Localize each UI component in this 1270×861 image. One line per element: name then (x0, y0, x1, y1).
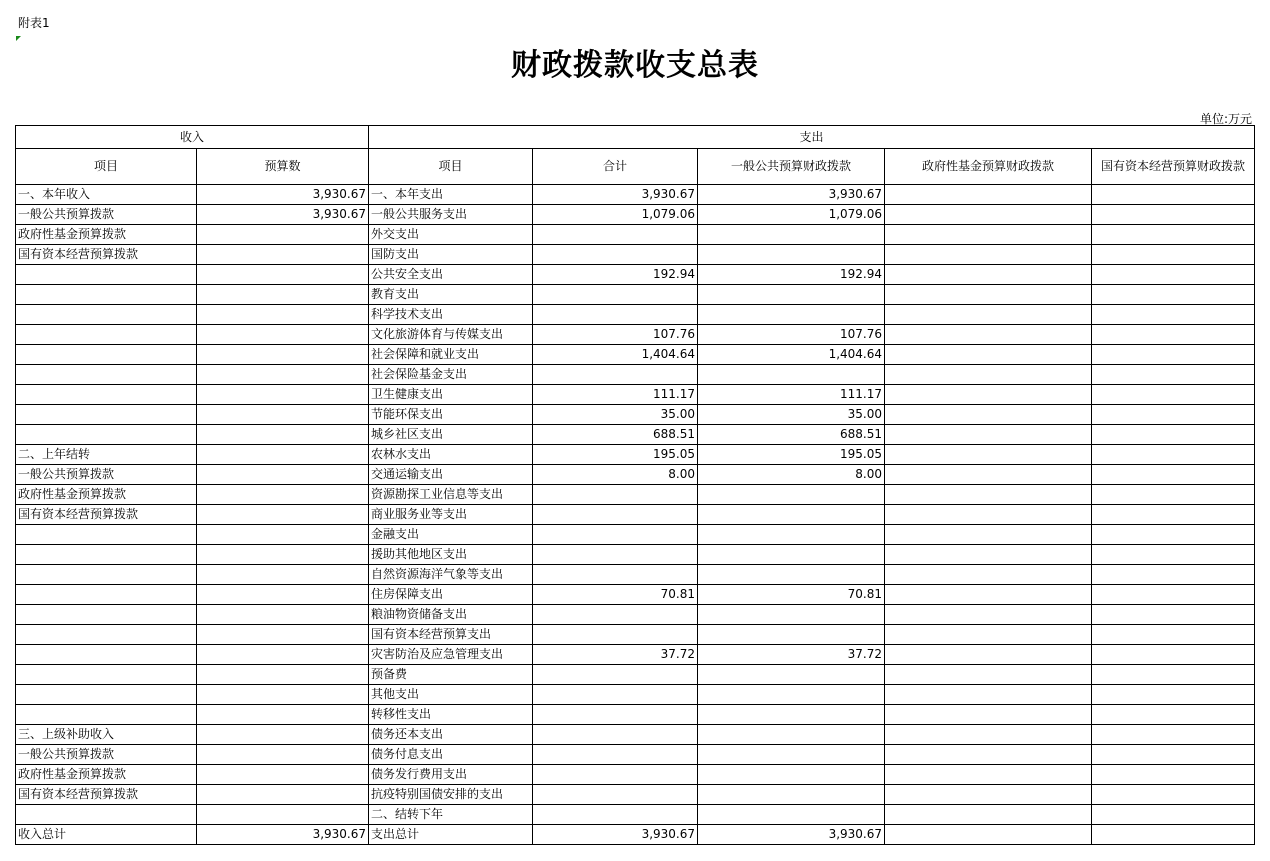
income-amount-cell (197, 685, 369, 705)
state-capital-cell (1092, 625, 1255, 645)
income-item-cell (16, 605, 197, 625)
state-capital-cell (1092, 225, 1255, 245)
table-row (16, 725, 1255, 745)
total-amount-cell: 8.00 (533, 465, 698, 485)
table-row (16, 345, 1255, 365)
table-row (16, 645, 1255, 665)
gov-fund-cell (885, 225, 1092, 245)
column-header: 项目 (16, 149, 197, 185)
general-budget-cell (698, 685, 885, 705)
expense-item-cell: 转移性支出 (369, 705, 533, 725)
income-item-cell: 国有资本经营预算拨款 (16, 785, 197, 805)
column-header: 项目 (369, 149, 533, 185)
table-row (16, 785, 1255, 805)
header-row-groups (16, 126, 1255, 149)
income-amount-cell (197, 785, 369, 805)
income-item-cell (16, 285, 197, 305)
expense-item-cell: 灾害防治及应急管理支出 (369, 645, 533, 665)
general-budget-cell: 3,930.67 (698, 185, 885, 205)
table-row (16, 245, 1255, 265)
gov-fund-cell (885, 665, 1092, 685)
general-budget-cell (698, 605, 885, 625)
total-general-budget-cell: 3,930.67 (698, 825, 885, 845)
state-capital-cell (1092, 745, 1255, 765)
general-budget-cell (698, 665, 885, 685)
gov-fund-cell (885, 245, 1092, 265)
income-item-cell: 政府性基金预算拨款 (16, 225, 197, 245)
total-amount-cell (533, 805, 698, 825)
expense-item-cell: 城乡社区支出 (369, 425, 533, 445)
state-capital-cell (1092, 665, 1255, 685)
income-amount-cell (197, 425, 369, 445)
total-amount-cell (533, 225, 698, 245)
column-header: 合计 (533, 149, 698, 185)
total-amount-cell: 111.17 (533, 385, 698, 405)
income-amount-cell (197, 385, 369, 405)
state-capital-cell (1092, 405, 1255, 425)
gov-fund-cell (885, 745, 1092, 765)
state-capital-cell (1092, 325, 1255, 345)
general-budget-cell: 111.17 (698, 385, 885, 405)
income-item-cell: 政府性基金预算拨款 (16, 485, 197, 505)
budget-table (15, 125, 1255, 845)
total-amount-cell (533, 605, 698, 625)
income-amount-cell (197, 525, 369, 545)
income-item-cell (16, 525, 197, 545)
total-expense-item-cell: 支出总计 (369, 825, 533, 845)
column-header: 国有资本经营预算财政拨款 (1092, 149, 1255, 185)
expense-item-cell: 节能环保支出 (369, 405, 533, 425)
income-item-cell (16, 565, 197, 585)
column-header: 一般公共预算财政拨款 (698, 149, 885, 185)
income-amount-cell (197, 405, 369, 425)
expense-item-cell: 卫生健康支出 (369, 385, 533, 405)
total-amount-cell (533, 505, 698, 525)
expense-item-cell: 科学技术支出 (369, 305, 533, 325)
income-amount-cell: 3,930.67 (197, 205, 369, 225)
expense-item-cell: 二、结转下年 (369, 805, 533, 825)
expense-item-cell: 社会保障和就业支出 (369, 345, 533, 365)
general-budget-cell: 35.00 (698, 405, 885, 425)
gov-fund-cell (885, 525, 1092, 545)
income-header: 收入 (16, 126, 369, 149)
state-capital-cell (1092, 765, 1255, 785)
gov-fund-cell (885, 565, 1092, 585)
expense-item-cell: 文化旅游体育与传媒支出 (369, 325, 533, 345)
expense-item-cell: 住房保障支出 (369, 585, 533, 605)
expense-item-cell: 预备费 (369, 665, 533, 685)
expense-item-cell: 交通运输支出 (369, 465, 533, 485)
total-amount-cell (533, 725, 698, 745)
gov-fund-cell (885, 185, 1092, 205)
income-amount-cell (197, 305, 369, 325)
total-total-amount-cell: 3,930.67 (533, 825, 698, 845)
total-amount-cell (533, 685, 698, 705)
income-amount-cell (197, 505, 369, 525)
table-row (16, 325, 1255, 345)
total-amount-cell: 1,079.06 (533, 205, 698, 225)
table-row (16, 565, 1255, 585)
expense-item-cell: 外交支出 (369, 225, 533, 245)
expense-item-cell: 资源勘探工业信息等支出 (369, 485, 533, 505)
gov-fund-cell (885, 365, 1092, 385)
column-header: 预算数 (197, 149, 369, 185)
income-amount-cell: 3,930.67 (197, 185, 369, 205)
state-capital-cell (1092, 205, 1255, 225)
general-budget-cell: 8.00 (698, 465, 885, 485)
income-item-cell (16, 385, 197, 405)
income-item-cell: 一、本年收入 (16, 185, 197, 205)
expense-item-cell: 债务发行费用支出 (369, 765, 533, 785)
table-row (16, 685, 1255, 705)
income-item-cell (16, 365, 197, 385)
general-budget-cell: 192.94 (698, 265, 885, 285)
income-item-cell (16, 405, 197, 425)
expense-item-cell: 债务还本支出 (369, 725, 533, 745)
expense-item-cell: 其他支出 (369, 685, 533, 705)
total-amount-cell: 70.81 (533, 585, 698, 605)
income-amount-cell (197, 285, 369, 305)
total-amount-cell (533, 305, 698, 325)
table-row (16, 185, 1255, 205)
income-amount-cell (197, 445, 369, 465)
income-item-cell (16, 805, 197, 825)
state-capital-cell (1092, 305, 1255, 325)
expense-item-cell: 国有资本经营预算支出 (369, 625, 533, 645)
gov-fund-cell (885, 265, 1092, 285)
total-amount-cell (533, 485, 698, 505)
general-budget-cell: 70.81 (698, 585, 885, 605)
gov-fund-cell (885, 425, 1092, 445)
income-item-cell: 国有资本经营预算拨款 (16, 245, 197, 265)
expense-item-cell: 自然资源海洋气象等支出 (369, 565, 533, 585)
total-amount-cell (533, 525, 698, 545)
income-item-cell (16, 625, 197, 645)
state-capital-cell (1092, 585, 1255, 605)
gov-fund-cell (885, 685, 1092, 705)
income-item-cell (16, 425, 197, 445)
table-row (16, 525, 1255, 545)
income-item-cell: 国有资本经营预算拨款 (16, 505, 197, 525)
gov-fund-cell (885, 805, 1092, 825)
total-amount-cell (533, 705, 698, 725)
general-budget-cell (698, 765, 885, 785)
total-amount-cell: 1,404.64 (533, 345, 698, 365)
income-item-cell: 政府性基金预算拨款 (16, 765, 197, 785)
table-row (16, 605, 1255, 625)
state-capital-cell (1092, 505, 1255, 525)
expense-item-cell: 抗疫特别国债安排的支出 (369, 785, 533, 805)
total-amount-cell (533, 245, 698, 265)
gov-fund-cell (885, 725, 1092, 745)
state-capital-cell (1092, 465, 1255, 485)
income-item-cell (16, 345, 197, 365)
gov-fund-cell (885, 385, 1092, 405)
total-amount-cell (533, 665, 698, 685)
general-budget-cell (698, 245, 885, 265)
gov-fund-cell (885, 305, 1092, 325)
gov-fund-cell (885, 445, 1092, 465)
state-capital-cell (1092, 265, 1255, 285)
table-row (16, 745, 1255, 765)
gov-fund-cell (885, 285, 1092, 305)
income-amount-cell (197, 485, 369, 505)
general-budget-cell (698, 485, 885, 505)
income-amount-cell (197, 805, 369, 825)
state-capital-cell (1092, 545, 1255, 565)
table-row (16, 585, 1255, 605)
general-budget-cell (698, 305, 885, 325)
total-amount-cell (533, 785, 698, 805)
income-item-cell: 一般公共预算拨款 (16, 465, 197, 485)
total-amount-cell (533, 565, 698, 585)
table-row (16, 765, 1255, 785)
total-amount-cell (533, 765, 698, 785)
total-income-item-cell: 收入总计 (16, 825, 197, 845)
total-amount-cell (533, 745, 698, 765)
table-row (16, 365, 1255, 385)
income-amount-cell (197, 605, 369, 625)
state-capital-cell (1092, 485, 1255, 505)
general-budget-cell (698, 705, 885, 725)
income-amount-cell (197, 225, 369, 245)
state-capital-cell (1092, 725, 1255, 745)
total-amount-cell (533, 285, 698, 305)
gov-fund-cell (885, 465, 1092, 485)
general-budget-cell (698, 725, 885, 745)
total-amount-cell: 3,930.67 (533, 185, 698, 205)
state-capital-cell (1092, 605, 1255, 625)
state-capital-cell (1092, 645, 1255, 665)
page-title: 财政拨款收支总表 (511, 48, 759, 83)
total-row (16, 825, 1255, 845)
table-row (16, 665, 1255, 685)
gov-fund-cell (885, 405, 1092, 425)
income-item-cell: 二、上年结转 (16, 445, 197, 465)
general-budget-cell (698, 285, 885, 305)
expense-item-cell: 债务付息支出 (369, 745, 533, 765)
income-item-cell (16, 325, 197, 345)
table-row (16, 705, 1255, 725)
total-amount-cell (533, 365, 698, 385)
expense-item-cell: 粮油物资储备支出 (369, 605, 533, 625)
income-amount-cell (197, 745, 369, 765)
table-row (16, 805, 1255, 825)
general-budget-cell (698, 365, 885, 385)
general-budget-cell: 107.76 (698, 325, 885, 345)
general-budget-cell (698, 565, 885, 585)
total-amount-cell: 35.00 (533, 405, 698, 425)
income-item-cell: 一般公共预算拨款 (16, 745, 197, 765)
table-row (16, 545, 1255, 565)
state-capital-cell (1092, 425, 1255, 445)
gov-fund-cell (885, 585, 1092, 605)
expense-item-cell: 一、本年支出 (369, 185, 533, 205)
general-budget-cell: 1,404.64 (698, 345, 885, 365)
table-row (16, 625, 1255, 645)
table-row (16, 225, 1255, 245)
state-capital-cell (1092, 365, 1255, 385)
general-budget-cell (698, 785, 885, 805)
gov-fund-cell (885, 505, 1092, 525)
gov-fund-cell (885, 625, 1092, 645)
state-capital-cell (1092, 185, 1255, 205)
state-capital-cell (1092, 245, 1255, 265)
gov-fund-cell (885, 325, 1092, 345)
state-capital-cell (1092, 685, 1255, 705)
income-amount-cell (197, 545, 369, 565)
income-amount-cell (197, 565, 369, 585)
income-amount-cell (197, 645, 369, 665)
expense-item-cell: 援助其他地区支出 (369, 545, 533, 565)
general-budget-cell: 688.51 (698, 425, 885, 445)
table-row (16, 425, 1255, 445)
general-budget-cell: 1,079.06 (698, 205, 885, 225)
state-capital-cell (1092, 565, 1255, 585)
table-row (16, 285, 1255, 305)
income-item-cell (16, 685, 197, 705)
income-amount-cell (197, 325, 369, 345)
state-capital-cell (1092, 805, 1255, 825)
total-amount-cell: 195.05 (533, 445, 698, 465)
table-row (16, 305, 1255, 325)
expense-item-cell: 教育支出 (369, 285, 533, 305)
gov-fund-cell (885, 785, 1092, 805)
income-amount-cell (197, 585, 369, 605)
gov-fund-cell (885, 765, 1092, 785)
gov-fund-cell (885, 545, 1092, 565)
gov-fund-cell (885, 645, 1092, 665)
income-amount-cell (197, 725, 369, 745)
expense-item-cell: 金融支出 (369, 525, 533, 545)
state-capital-cell (1092, 525, 1255, 545)
general-budget-cell (698, 545, 885, 565)
attachment-label: 附表1 (18, 16, 50, 30)
income-item-cell (16, 665, 197, 685)
income-amount-cell (197, 345, 369, 365)
general-budget-cell (698, 805, 885, 825)
expense-item-cell: 商业服务业等支出 (369, 505, 533, 525)
income-item-cell (16, 265, 197, 285)
gov-fund-cell (885, 205, 1092, 225)
state-capital-cell (1092, 445, 1255, 465)
table-row (16, 445, 1255, 465)
income-item-cell (16, 545, 197, 565)
income-item-cell: 三、上级补助收入 (16, 725, 197, 745)
gov-fund-cell (885, 345, 1092, 365)
total-amount-cell: 107.76 (533, 325, 698, 345)
state-capital-cell (1092, 705, 1255, 725)
income-item-cell (16, 585, 197, 605)
table-row (16, 505, 1255, 525)
header-row-columns (16, 149, 1255, 185)
total-state-capital-cell (1092, 825, 1255, 845)
state-capital-cell (1092, 785, 1255, 805)
total-gov-fund-cell (885, 825, 1092, 845)
table-row (16, 405, 1255, 425)
state-capital-cell (1092, 285, 1255, 305)
state-capital-cell (1092, 345, 1255, 365)
expense-header: 支出 (369, 126, 1255, 149)
general-budget-cell (698, 225, 885, 245)
table-row (16, 465, 1255, 485)
table-row (16, 385, 1255, 405)
gov-fund-cell (885, 605, 1092, 625)
income-amount-cell (197, 365, 369, 385)
income-amount-cell (197, 765, 369, 785)
expense-item-cell: 一般公共服务支出 (369, 205, 533, 225)
expense-item-cell: 社会保险基金支出 (369, 365, 533, 385)
general-budget-cell: 195.05 (698, 445, 885, 465)
total-income-amount-cell: 3,930.67 (197, 825, 369, 845)
income-amount-cell (197, 265, 369, 285)
table-row (16, 485, 1255, 505)
total-amount-cell (533, 545, 698, 565)
expense-item-cell: 农林水支出 (369, 445, 533, 465)
gov-fund-cell (885, 705, 1092, 725)
column-header: 政府性基金预算财政拨款 (885, 149, 1092, 185)
income-item-cell (16, 305, 197, 325)
income-amount-cell (197, 245, 369, 265)
income-item-cell (16, 645, 197, 665)
income-amount-cell (197, 465, 369, 485)
general-budget-cell: 37.72 (698, 645, 885, 665)
state-capital-cell (1092, 385, 1255, 405)
income-item-cell: 一般公共预算拨款 (16, 205, 197, 225)
income-amount-cell (197, 625, 369, 645)
total-amount-cell: 192.94 (533, 265, 698, 285)
unit-label: 单位:万元 (1199, 112, 1252, 126)
gov-fund-cell (885, 485, 1092, 505)
general-budget-cell (698, 505, 885, 525)
expense-item-cell: 国防支出 (369, 245, 533, 265)
total-amount-cell (533, 625, 698, 645)
total-amount-cell: 688.51 (533, 425, 698, 445)
expense-item-cell: 公共安全支出 (369, 265, 533, 285)
general-budget-cell (698, 745, 885, 765)
general-budget-cell (698, 525, 885, 545)
total-amount-cell: 37.72 (533, 645, 698, 665)
table-row (16, 265, 1255, 285)
income-item-cell (16, 705, 197, 725)
income-amount-cell (197, 665, 369, 685)
table-row (16, 205, 1255, 225)
income-amount-cell (197, 705, 369, 725)
general-budget-cell (698, 625, 885, 645)
